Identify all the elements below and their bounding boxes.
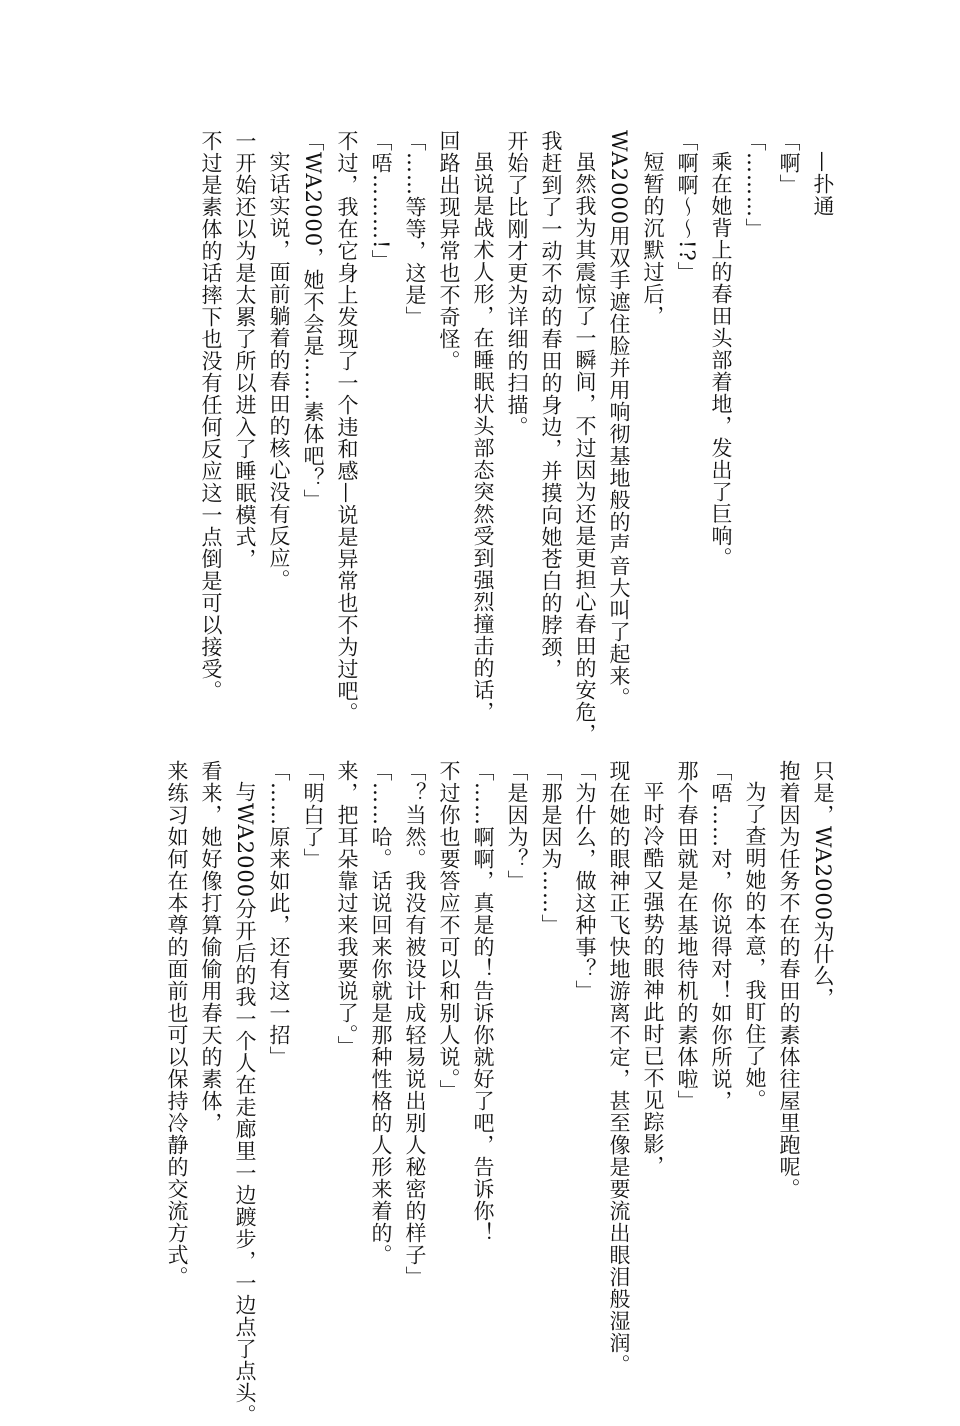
text-line: 「……啊啊，真是的！告诉你就好了吧，告诉你！ <box>471 760 495 1244</box>
text-line: 「啊啊～～!?」 <box>675 130 699 284</box>
text-line: 回路出现异常也不奇怪。 <box>437 130 461 372</box>
text-line: 那个春田就是在基地待机的素体啦」 <box>675 760 699 1112</box>
text-line: WA2000用双手遮住脸并用响彻基地般的声音大叫了起来。 <box>607 130 631 710</box>
text-line: 「是因为？」 <box>505 760 529 892</box>
text-line: 一开始还以为是太累了所以进入了睡眠模式， <box>233 130 257 570</box>
text-line: 来，把耳朵靠过来我要说了。」 <box>335 760 359 1058</box>
text-line: 与WA2000分开后的我一个人在走廊里一边踱步，一边点了点头。 <box>233 781 257 1426</box>
text-line: 不过你也要答应不可以和别人说。」 <box>437 760 461 1102</box>
text-line: 「？当然。我没有被设计成轻易说出别人秘密的样子」 <box>403 760 427 1288</box>
text-line: 「………」 <box>743 130 767 240</box>
text-line: 我赶到了一动不动的春田的身边，并摸向她苍白的脖颈， <box>539 130 563 680</box>
text-line: 「WA2000，她不会是……素体吧？」 <box>301 130 325 512</box>
text-line: 看来，她好像打算偷偷用春天的素体， <box>199 760 223 1134</box>
text-line: 为了查明她的本意，我盯住了她。 <box>743 781 767 1111</box>
text-line: 「唔……对，你说得对！如你所说， <box>709 760 733 1112</box>
text-line: 「啊」 <box>777 130 801 196</box>
text-line: 「……等等，这是」 <box>403 130 427 328</box>
text-line: 「……哈。话说回来你就是那种性格的人形来着的。 <box>369 760 393 1266</box>
text-line: 「唔………!」 <box>369 130 393 272</box>
text-line: 平时冷酷又强势的眼神此时已不见踪影， <box>641 781 665 1177</box>
text-line: 抱着因为任务不在的春田的素体往屋里跑呢。 <box>777 760 801 1200</box>
text-line: 现在她的眼神正飞快地游离不定，甚至像是要流出眼泪般湿润。 <box>607 760 631 1376</box>
text-line: 「为什么，做这种事？」 <box>573 760 597 1002</box>
top-text-block <box>194 130 840 745</box>
text-line: 「那是因为……」 <box>539 760 563 936</box>
bottom-text-block <box>160 760 840 1426</box>
text-line: 乘在她背上的春田头部着地，发出了巨响。 <box>709 151 733 569</box>
text-line: 不过，我在它身上发现了一个违和感—说是异常也不为过吧。 <box>335 130 359 724</box>
text-line: 不过是素体的话摔下也没有任何反应这一点倒是可以接受。 <box>199 130 223 702</box>
text-line: 实话实说，面前躺着的春田的核心没有反应。 <box>267 151 291 591</box>
text-line: 只是，WA2000为什么， <box>811 760 835 1010</box>
text-line: —扑通 <box>811 151 835 217</box>
text-line: 开始了比刚才更为详细的扫描。 <box>505 130 529 438</box>
text-line: 短暂的沉默过后， <box>641 151 665 327</box>
text-line: 「明白了」 <box>301 760 325 870</box>
text-line: 来练习如何在本尊的面前也可以保持冷静的交流方式。 <box>165 760 189 1288</box>
text-line: 「……原来如此，还有这一招」 <box>267 760 291 1068</box>
text-line: 虽然我为其震惊了一瞬间，不过因为还是更担心春田的安危， <box>573 151 597 745</box>
text-line: 虽说是战术人形，在睡眠状头部态突然受到强烈撞击的话， <box>471 151 495 723</box>
